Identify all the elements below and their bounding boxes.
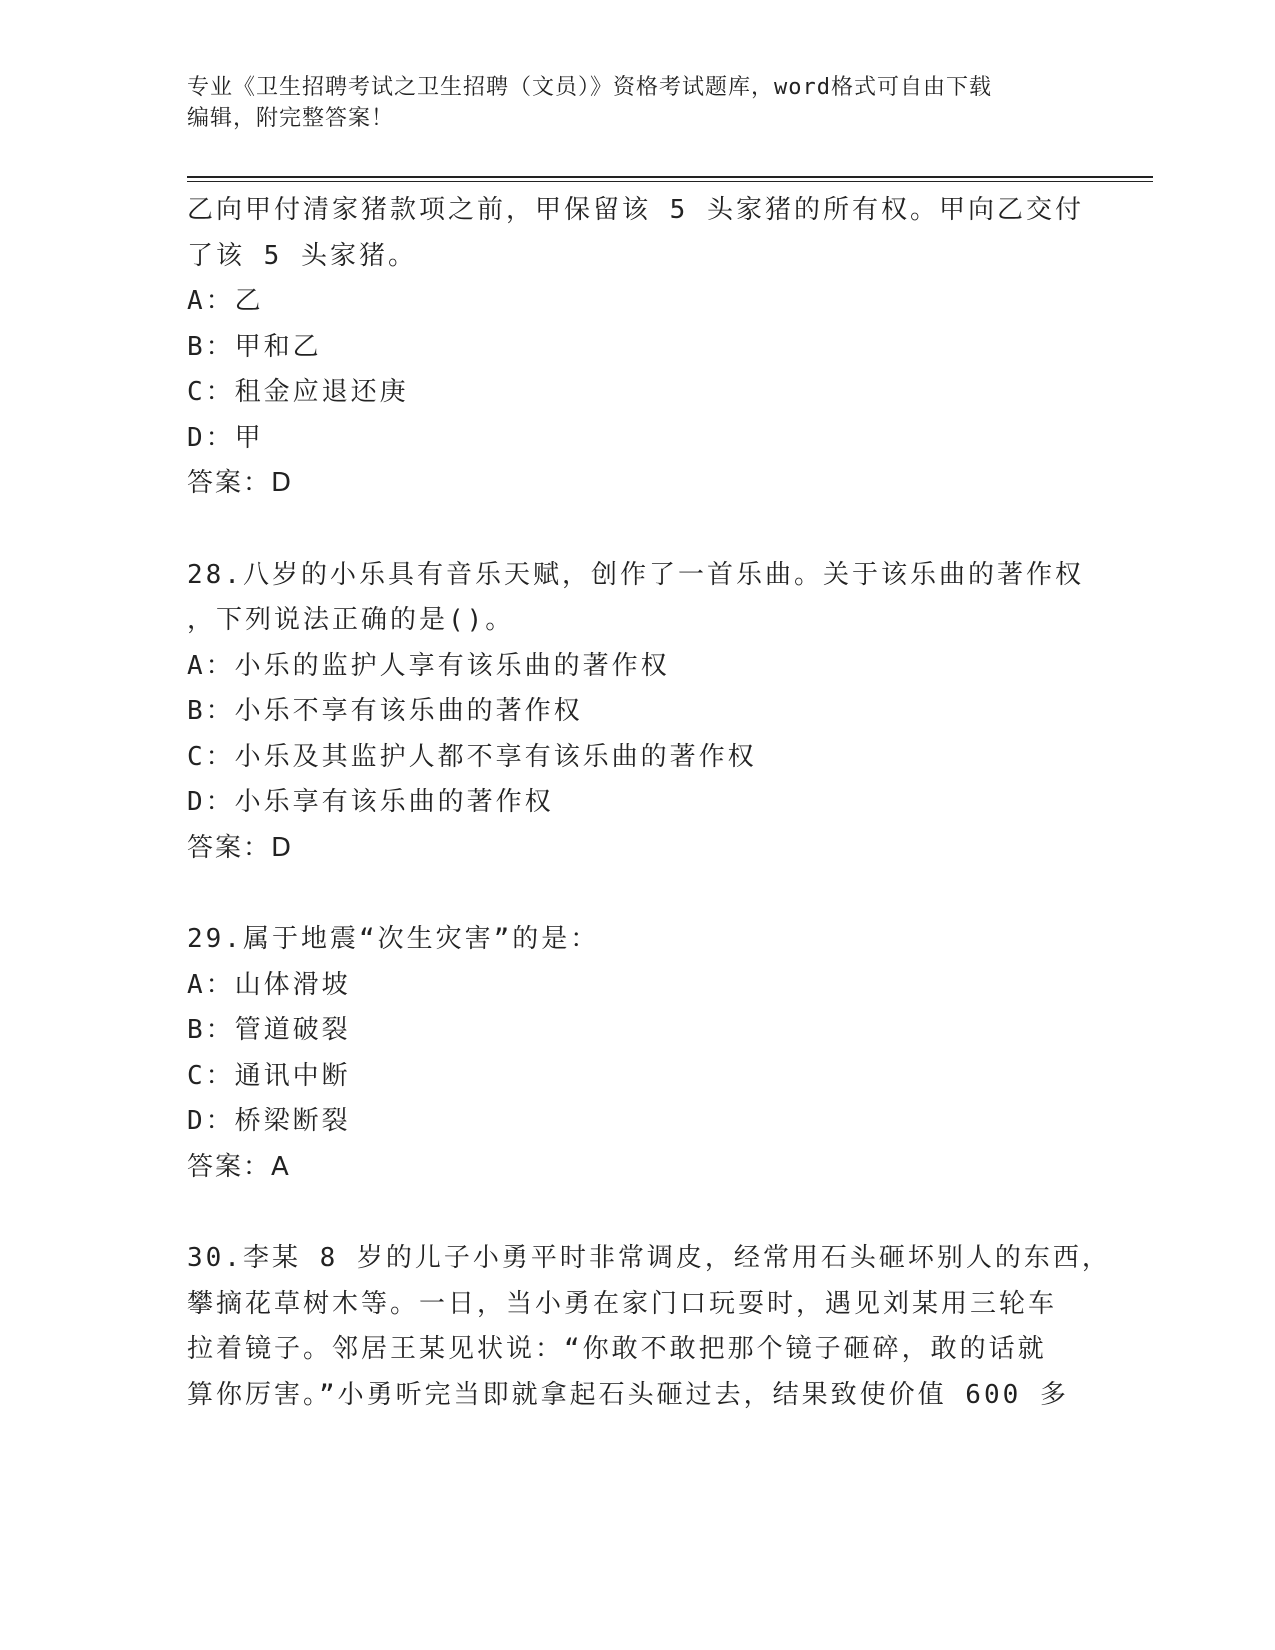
option-a: A：小乐的监护人享有该乐曲的著作权 bbox=[187, 650, 670, 681]
question-28 bbox=[187, 553, 1107, 872]
question-text-line: 算你厉害。”小勇听完当即就拿起石头砸过去，结果致使价值 600 多 bbox=[187, 1379, 1069, 1410]
option-d: D：桥梁断裂 bbox=[187, 1106, 351, 1136]
option-b: B：管道破裂 bbox=[187, 1015, 351, 1045]
option-d: D：小乐享有该乐曲的著作权 bbox=[187, 787, 554, 817]
answer-line: 答案：D bbox=[187, 468, 294, 498]
option-b: B：甲和乙 bbox=[187, 331, 322, 362]
question-spacer bbox=[187, 871, 1107, 917]
option-c: C：通讯中断 bbox=[187, 1060, 351, 1091]
question-29 bbox=[187, 917, 1107, 1190]
question-text-line: 攀摘花草树木等。一日，当小勇在家门口玩耍时，遇见刘某用三轮车 bbox=[187, 1288, 1058, 1319]
question-continuation bbox=[187, 188, 1107, 507]
question-spacer bbox=[187, 1190, 1107, 1236]
question-text-line: 28.八岁的小乐具有音乐天赋，创作了一首乐曲。关于该乐曲的著作权 bbox=[187, 559, 1084, 590]
option-b: B：小乐不享有该乐曲的著作权 bbox=[187, 696, 583, 726]
header-title-line-1: 专业《卫生招聘考试之卫生招聘（文员）》资格考试题库，word格式可自由下载 bbox=[187, 75, 992, 100]
question-text-line: 乙向甲付清家猪款项之前，甲保留该 5 头家猪的所有权。甲向乙交付 bbox=[187, 195, 1084, 225]
option-c: C：小乐及其监护人都不享有该乐曲的著作权 bbox=[187, 741, 757, 772]
question-text-line: 拉着镜子。邻居王某见状说：“你敢不敢把那个镜子砸碎，敢的话就 bbox=[187, 1334, 1047, 1364]
question-text-line: 29.属于地震“次生灾害”的是： bbox=[187, 924, 600, 954]
option-a: A：山体滑坡 bbox=[187, 969, 351, 1000]
question-spacer bbox=[187, 507, 1107, 553]
document-header bbox=[187, 72, 1087, 134]
question-30 bbox=[187, 1236, 1111, 1418]
answer-line: 答案：D bbox=[187, 832, 294, 863]
question-content bbox=[187, 188, 1111, 1418]
header-title-line-2: 编辑，附完整答案！ bbox=[187, 106, 395, 131]
header-divider bbox=[187, 176, 1153, 182]
option-a: A：乙 bbox=[187, 286, 264, 316]
question-text-line: 30.李某 8 岁的儿子小勇平时非常调皮，经常用石头砸坏别人的东西， bbox=[187, 1243, 1111, 1273]
question-text-line: 了该 5 头家猪。 bbox=[187, 240, 417, 271]
answer-line: 答案：A bbox=[187, 1151, 291, 1182]
option-d: D：甲 bbox=[187, 422, 264, 453]
question-text-line: ，下列说法正确的是()。 bbox=[187, 605, 515, 635]
option-c: C：租金应退还庚 bbox=[187, 377, 409, 407]
